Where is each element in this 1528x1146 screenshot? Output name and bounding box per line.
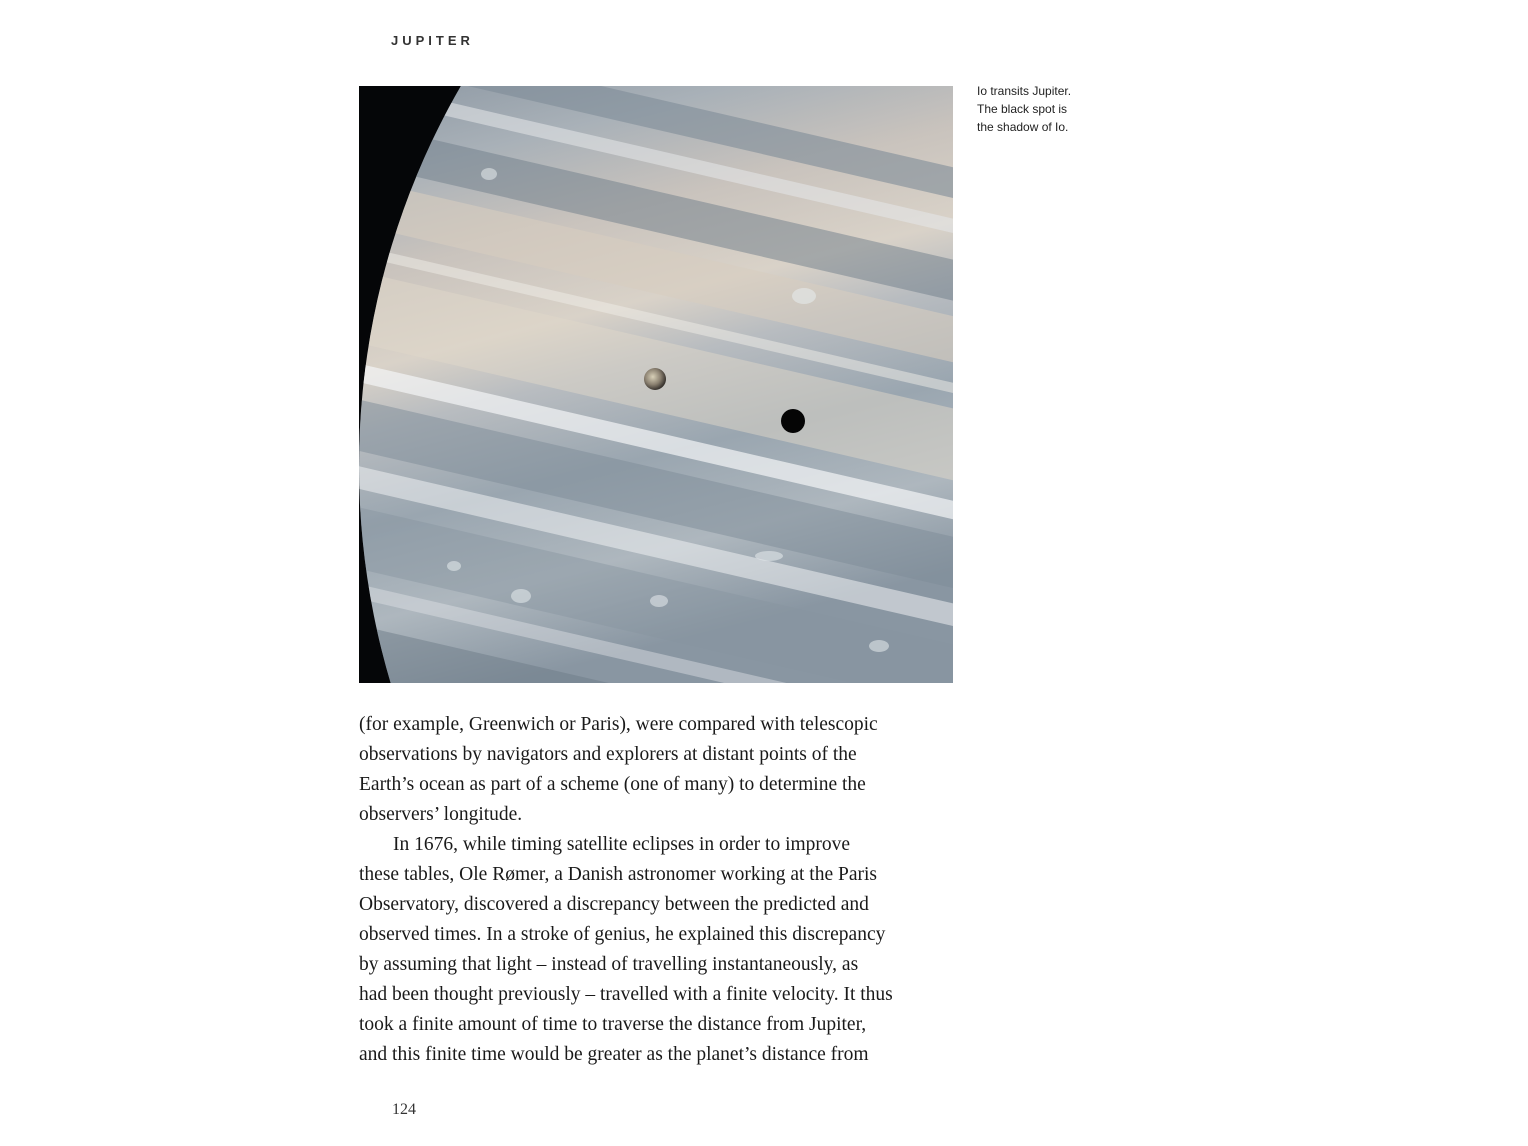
body-line: In 1676, while timing satellite eclipses in order to improve xyxy=(393,834,851,855)
body-text xyxy=(359,710,959,1070)
body-line: observed times. In a stroke of genius, he explained this discrepancy xyxy=(359,924,886,945)
body-line: had been thought previously – travelled with a finite velocity. It thus xyxy=(359,984,893,1005)
body-line: Earth’s ocean as part of a scheme (one of many) to determine the xyxy=(359,774,866,795)
caption-line: The black spot is xyxy=(977,102,1068,116)
body-line: observations by navigators and explorers at distant points of the xyxy=(359,744,857,765)
jupiter-photo xyxy=(359,86,953,683)
body-line: Observatory, discovered a discrepancy between the predicted and xyxy=(359,894,869,915)
running-head: JUPITER xyxy=(391,33,474,48)
figure-caption xyxy=(977,82,1117,136)
body-line: by assuming that light – instead of travelling instantaneously, as xyxy=(359,954,859,975)
body-line: these tables, Ole Rømer, a Danish astronomer working at the Paris xyxy=(359,864,878,885)
body-line: and this finite time would be greater as the planet’s distance from xyxy=(359,1044,869,1065)
jupiter-io-transit-photo-icon xyxy=(359,86,953,683)
body-line: (for example, Greenwich or Paris), were compared with telescopic xyxy=(359,714,878,735)
caption-line: the shadow of Io. xyxy=(977,120,1069,134)
body-line: observers’ longitude. xyxy=(359,804,523,825)
body-line: took a finite amount of time to traverse the distance from Jupiter, xyxy=(359,1014,867,1035)
caption-line: Io transits Jupiter. xyxy=(977,84,1072,98)
page-number: 124 xyxy=(392,1101,416,1118)
